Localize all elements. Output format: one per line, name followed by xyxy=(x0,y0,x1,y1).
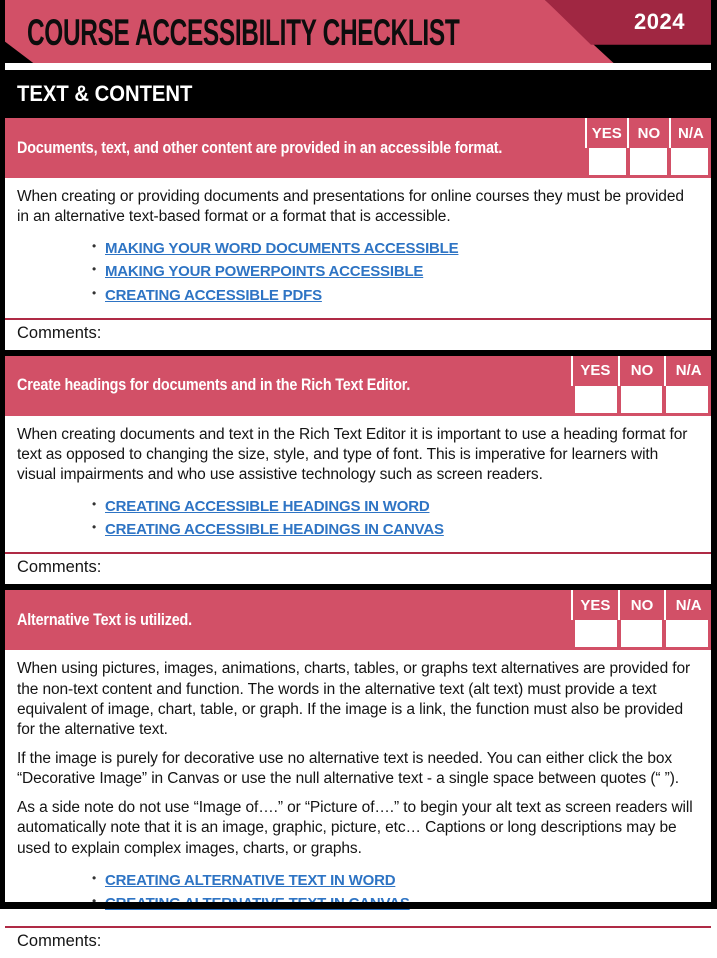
section-heading-bar xyxy=(5,70,711,118)
checkbox-yes[interactable] xyxy=(575,386,617,413)
item-3-comments-field[interactable] xyxy=(5,926,711,958)
page-title: COURSE ACCESSIBILITY CHECKLIST xyxy=(27,12,460,53)
na-column-label: N/A xyxy=(664,356,711,386)
answer-header-labels xyxy=(571,356,711,386)
no-column-label: NO xyxy=(618,356,665,386)
checkbox-yes[interactable] xyxy=(589,148,626,175)
item-1-links xyxy=(17,239,695,305)
list-item xyxy=(105,239,695,259)
link-word-documents-accessible[interactable]: MAKING YOUR WORD DOCUMENTS ACCESSIBLE xyxy=(105,240,459,258)
item-3-paragraph-1: When using pictures, images, animations, charts, tables, or graphs text alternatives are provided for the non-text content and function. The words in the alternative text (alt text) must provide a text equivalent of image, chart, table, or graph. If the image is a link, the function must also be provided for the alternative text. xyxy=(17,660,691,738)
yes-column-label: YES xyxy=(585,118,627,148)
answer-header-labels xyxy=(571,590,711,620)
link-powerpoints-accessible[interactable]: MAKING YOUR POWERPOINTS ACCESSIBLE xyxy=(105,263,424,281)
checkbox-na[interactable] xyxy=(666,620,708,647)
link-headings-word[interactable]: CREATING ACCESSIBLE HEADINGS IN WORD xyxy=(105,498,430,516)
link-accessible-pdfs[interactable]: CREATING ACCESSIBLE PDFS xyxy=(105,286,322,304)
item-3-paragraph-3: As a side note do not use “Image of….” or “Picture of….” to begin your alt text as screen readers will automatically note that it is an image, graphic, picture, etc… Captions or long descriptions may be used to explain complex images, charts, or graphs. xyxy=(17,799,693,857)
item-2-comments-field[interactable] xyxy=(5,552,711,584)
page-bottom-border xyxy=(5,902,711,909)
checkbox-no[interactable] xyxy=(630,148,667,175)
link-alt-text-word[interactable]: CREATING ALTERNATIVE TEXT IN WORD xyxy=(105,871,396,889)
item-3-body xyxy=(5,650,711,926)
answer-header-labels xyxy=(585,118,711,148)
list-item xyxy=(105,262,695,282)
na-column-label: N/A xyxy=(664,590,711,620)
list-item xyxy=(105,497,695,517)
item-2-statement: Create headings for documents and in the Rich Text Editor. xyxy=(17,376,411,395)
list-item xyxy=(105,871,695,891)
item-3-statement: Alternative Text is utilized. xyxy=(17,610,192,629)
item-1-body xyxy=(5,178,711,318)
no-column-label: NO xyxy=(618,590,665,620)
checkbox-no[interactable] xyxy=(621,620,663,647)
checkbox-yes[interactable] xyxy=(575,620,617,647)
yes-column-label: YES xyxy=(571,590,618,620)
checkbox-na[interactable] xyxy=(671,148,708,175)
item-3-answers xyxy=(571,590,711,650)
checklist-item-1 xyxy=(5,118,711,350)
comments-label: Comments: xyxy=(17,558,102,577)
comments-label: Comments: xyxy=(17,931,102,950)
checkbox-na[interactable] xyxy=(666,386,708,413)
link-headings-canvas[interactable]: CREATING ACCESSIBLE HEADINGS IN CANVAS xyxy=(105,521,444,539)
section-title: TEXT & CONTENT xyxy=(17,81,193,106)
yes-column-label: YES xyxy=(571,356,618,386)
item-3-paragraph-2: If the image is purely for decorative use no alternative text is needed. You can either click the box “Decorative Image” in Canvas or use the null alternative text - a single space between quotes (“ ”). xyxy=(17,749,679,788)
year-badge: 2024 xyxy=(634,9,685,34)
answer-checkboxes xyxy=(571,386,711,416)
item-1-comments-field[interactable] xyxy=(5,318,711,350)
item-1-statement: Documents, text, and other content are provided in an accessible format. xyxy=(17,138,503,157)
answer-checkboxes xyxy=(585,148,711,178)
item-1-answers xyxy=(585,118,711,178)
list-item xyxy=(105,520,695,540)
item-2-links xyxy=(17,497,695,540)
no-column-label: NO xyxy=(627,118,669,148)
na-column-label: N/A xyxy=(669,118,711,148)
comments-label: Comments: xyxy=(17,323,102,342)
item-1-header-row xyxy=(5,118,711,178)
list-item xyxy=(105,286,695,306)
answer-checkboxes xyxy=(571,620,711,650)
banner-gap xyxy=(5,63,711,70)
checklist-item-2 xyxy=(5,356,711,585)
item-2-paragraph: When creating documents and text in the Rich Text Editor it is important to use a heading format for text as opposed to changing the size, style, and type of font. This is imperative for learners with visual impairments and who use assistive technology such as screen readers. xyxy=(17,425,688,483)
item-1-paragraph: When creating or providing documents and presentations for online courses they must be provided in an alternative text-based format or a format that is accessible. xyxy=(17,188,684,226)
checkbox-no[interactable] xyxy=(621,386,663,413)
page-header-banner xyxy=(5,0,711,63)
item-2-header-row xyxy=(5,356,711,416)
item-3-header-row xyxy=(5,590,711,650)
item-2-answers xyxy=(571,356,711,416)
item-2-body xyxy=(5,416,711,553)
